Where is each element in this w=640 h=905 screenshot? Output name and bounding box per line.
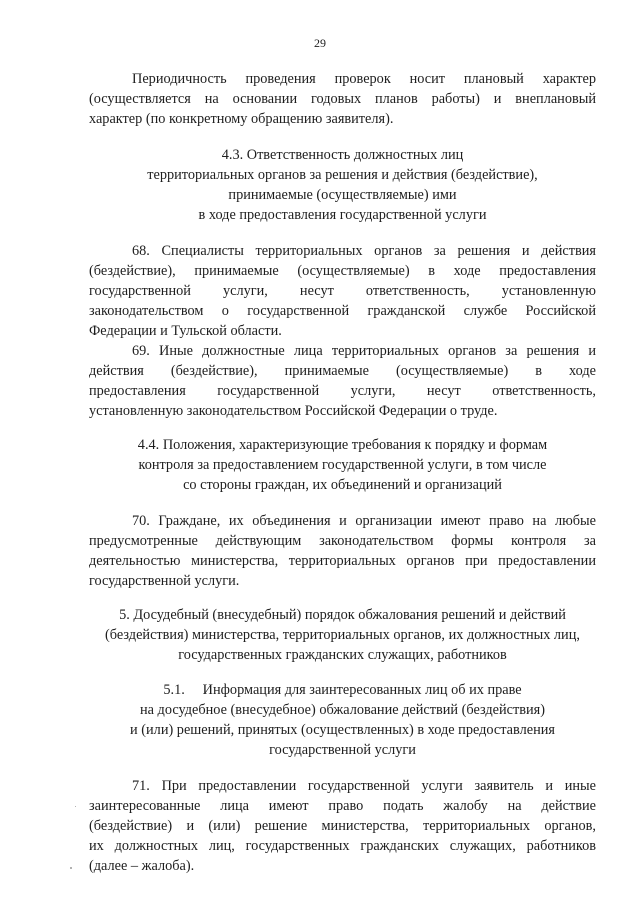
paragraph-line: 69. Иные должностные лица территориальных органов за решения и [132,343,596,359]
paragraph-line: их должностных лиц, государственных гражданских служащих, работников [89,838,596,854]
section-heading-line: 4.4. Положения, характеризующие требования к порядку и формам [137,437,548,453]
paragraph-line: Периодичность проведения проверок носит плановый характер [132,71,596,87]
paragraph-line: 71. При предоставлении государственной услуги заявитель и иные [132,778,596,794]
paragraph-line: характер (по конкретному обращению заявителя). [89,111,394,127]
paragraph-line: предоставления государственной услуги, несут ответственность, [89,383,596,399]
paragraph-line: (бездействие) и (или) решение министерства, территориальных органов, [89,818,596,834]
paragraph-line: 70. Граждане, их объединения и организации имеют право на любые [132,513,596,529]
paragraph-line: действия (бездействие), принимаемые (осуществляемые) в ходе [89,363,596,379]
paragraph-line: предусмотренные действующим законодательством формы контроля за [89,533,596,549]
section-heading-line: 5.1. Информация для заинтересованных лиц об их праве [163,682,522,698]
section-heading-line: принимаемые (осуществляемые) ими [228,187,457,203]
paragraph-line: (бездействие), принимаемые (осуществляемые) в ходе предоставления [89,263,596,279]
paragraph-line: (далее – жалоба). [89,858,195,874]
scan-speck [70,867,72,869]
section-heading-line: (бездействия) министерства, территориальных органов, их должностных лиц, [105,627,580,643]
paragraph-line: деятельностью министерства, территориальных органов при предоставлении [89,553,596,569]
section-heading-line: и (или) решений, принятых (осуществленных) в ходе предоставления [130,722,555,738]
paragraph-line: (осуществляется на основании годовых планов работы) и внеплановый [89,91,596,107]
paragraph-line: государственной услуги. [89,573,240,589]
section-heading-line: со стороны граждан, их объединений и организаций [183,477,502,493]
section-heading-line: контроля за предоставлением государственной услуги, в том числе [138,457,547,473]
paragraph-line: заинтересованные лица имеют право подать жалобу на действие [89,798,596,814]
page-number: 29 [314,36,326,50]
section-heading-line: 5. Досудебный (внесудебный) порядок обжалования решений и действий [119,607,566,623]
paragraph-line: законодательством о государственной гражданской службе Российской [89,303,596,319]
section-heading-line: в ходе предоставления государственной услуги [198,207,487,223]
section-heading-line: государственной услуги [269,742,416,758]
paragraph-line: государственной услуги, несут ответственность, установленную [89,283,596,299]
section-heading-line: 4.3. Ответственность должностных лиц [221,147,464,163]
scan-speck [75,806,76,807]
paragraph-line: Федерации и Тульской области. [89,323,282,339]
section-heading-line: территориальных органов за решения и действия (бездействие), [147,167,538,183]
paragraph-line: установленную законодательством Российской Федерации о труде. [89,403,498,419]
paragraph-line: 68. Специалисты территориальных органов за решения и действия [132,243,596,259]
section-heading-line: государственных гражданских служащих, работников [178,647,507,663]
section-heading-line: на досудебное (внесудебное) обжалование действий (бездействия) [139,702,546,718]
